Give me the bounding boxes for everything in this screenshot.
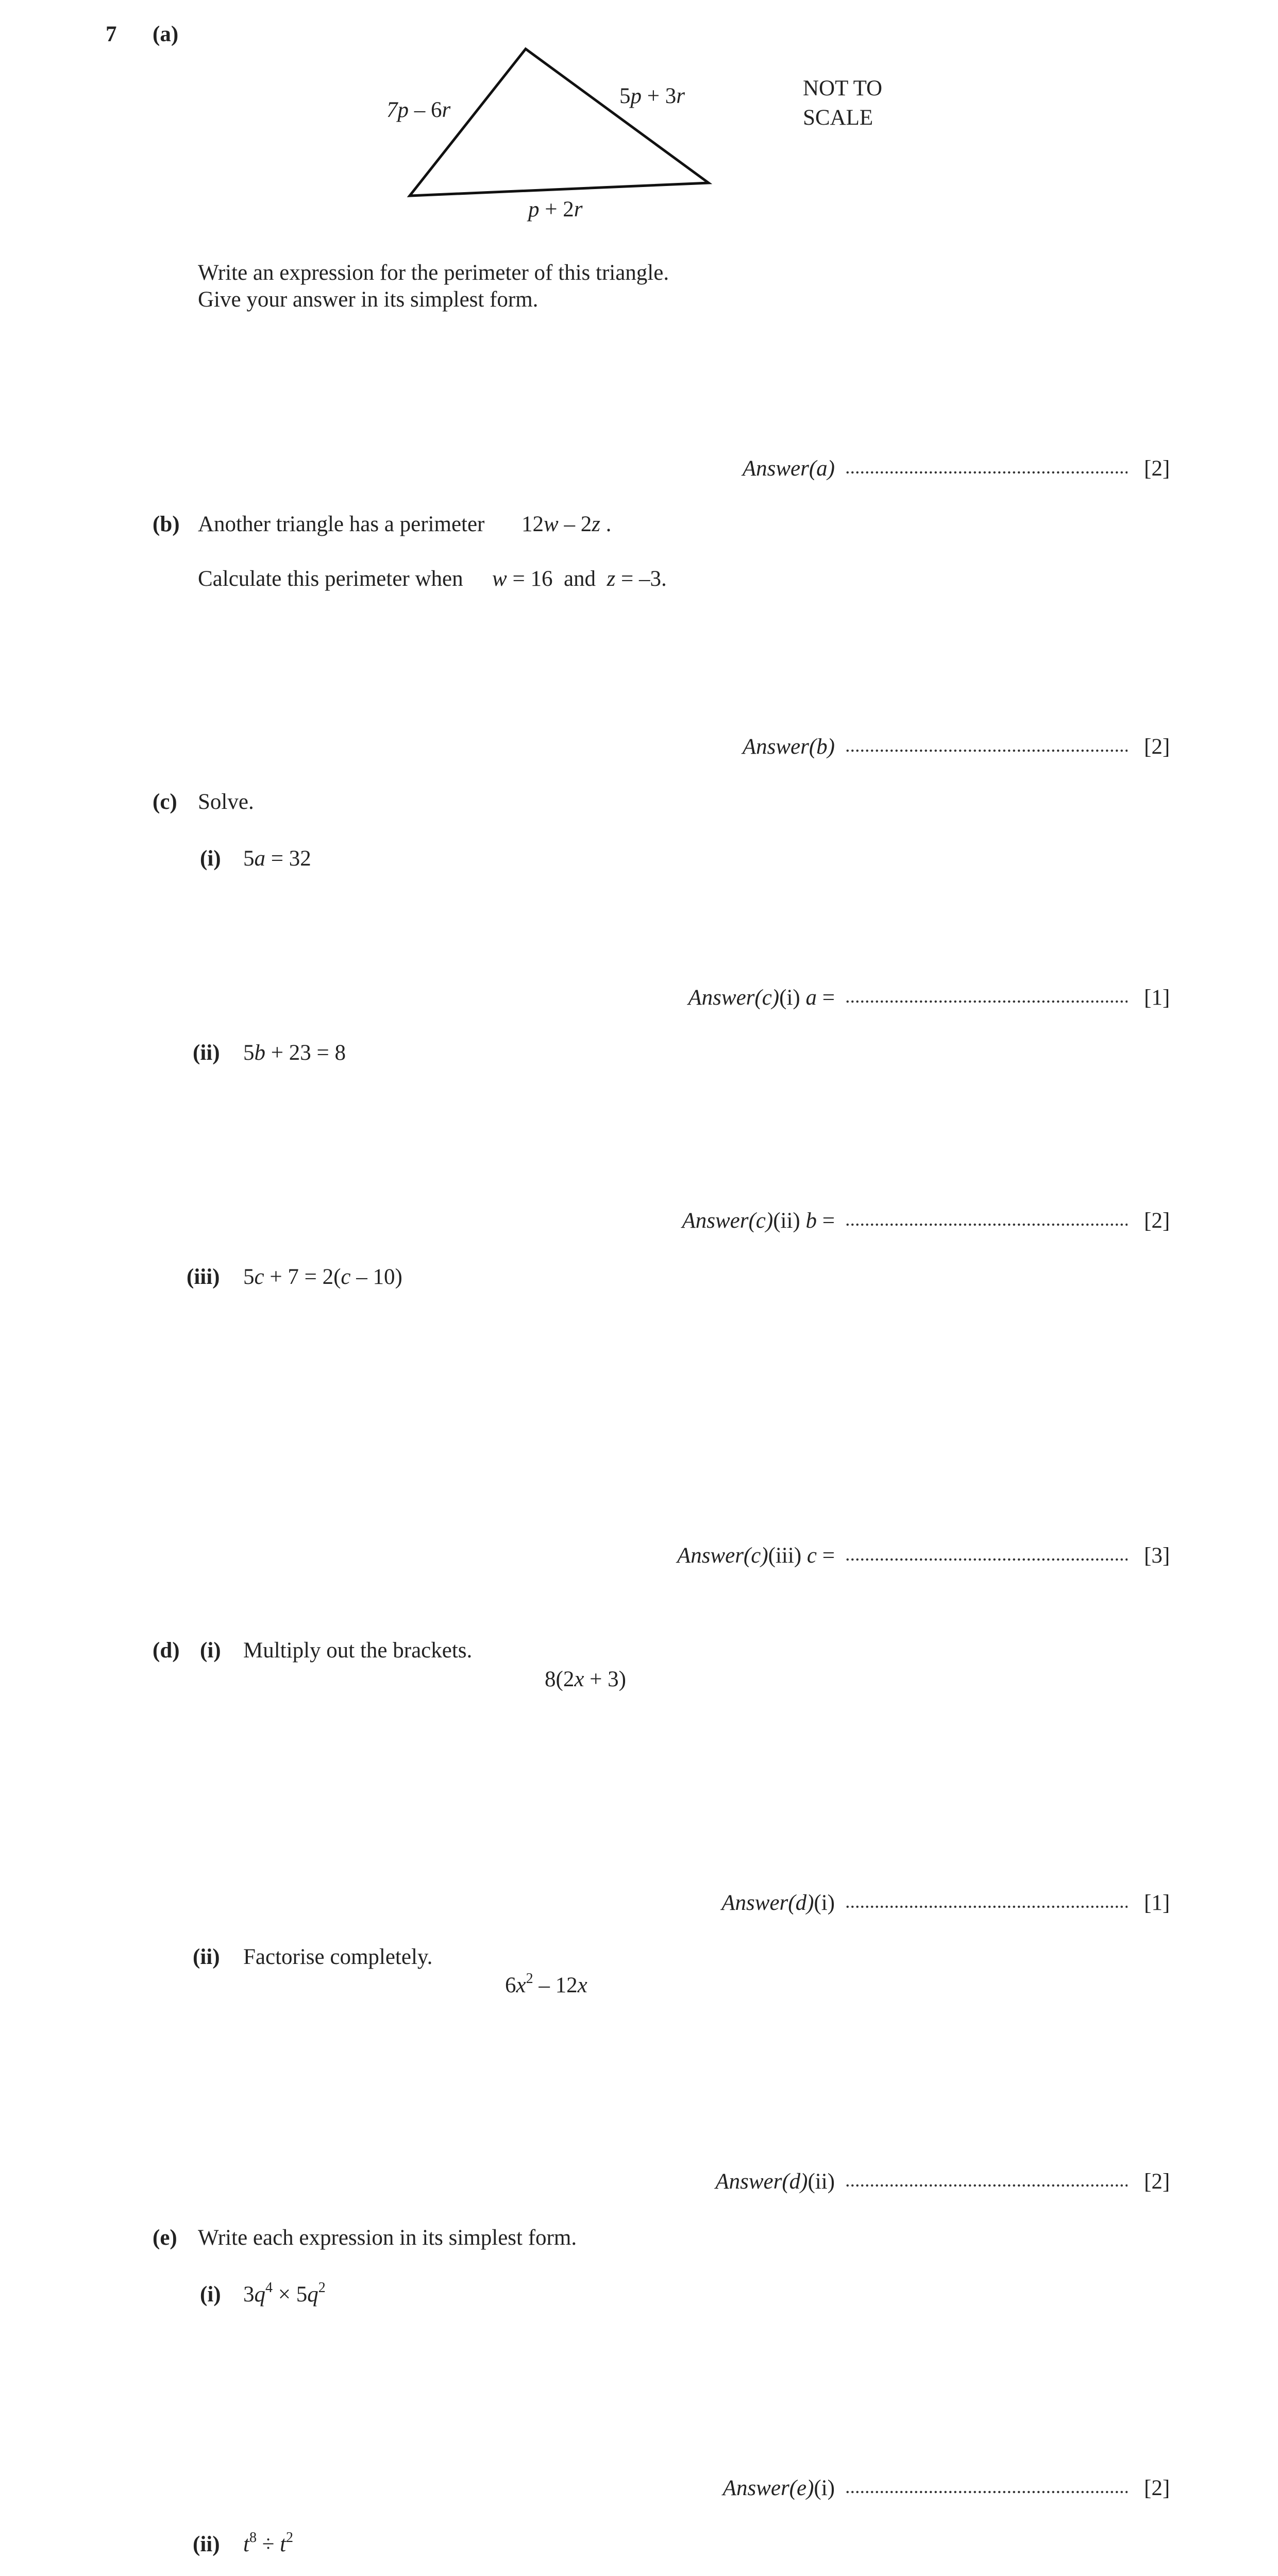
answer-b-line[interactable]	[845, 749, 1128, 752]
answer-c-iii-marks: [3]	[1144, 1544, 1170, 1568]
answer-b-marks: [2]	[1144, 735, 1170, 759]
answer-a-marks: [2]	[1144, 456, 1170, 481]
answer-c-iii-line[interactable]	[845, 1558, 1128, 1561]
not-to-scale-line1: NOT TO	[803, 76, 883, 100]
answer-d-i-line[interactable]	[845, 1905, 1128, 1908]
part-e-intro: Write each expression in its simplest form.	[198, 2226, 577, 2250]
triangle-side-left-label: 7p – 6r	[386, 98, 451, 122]
part-a-instruction-1: Write an expression for the perimeter of this triangle.	[198, 261, 669, 285]
part-e-ii-label: (ii)	[193, 2532, 220, 2556]
part-b-values: w = 16 and z = –3.	[492, 567, 667, 591]
part-d-ii-instruction: Factorise completely.	[243, 1945, 433, 1969]
part-c-i-label: (i)	[200, 846, 221, 871]
part-c-ii-equation: 5b + 23 = 8	[243, 1041, 346, 1065]
answer-c-i-marks: [1]	[1144, 986, 1170, 1010]
question-number: 7	[106, 22, 117, 46]
triangle-diagram	[402, 41, 721, 206]
part-a-label: (a)	[153, 22, 179, 46]
answer-d-i-label: Answer(d)(i)	[721, 1891, 835, 1915]
part-c-i-equation: 5a = 32	[243, 846, 311, 871]
part-e-ii-expression: $t^8 \div t^2$	[243, 2530, 294, 2556]
answer-d-i-marks: [1]	[1144, 1891, 1170, 1915]
part-c-label: (c)	[153, 790, 177, 814]
answer-c-ii-marks: [2]	[1144, 1209, 1170, 1233]
part-c-iii-equation: 5c + 7 = 2(c – 10)	[243, 1265, 402, 1289]
answer-a-line[interactable]	[845, 471, 1128, 474]
part-d-ii-expression: $6x^2 - 12x$	[505, 1971, 587, 1997]
part-e-label: (e)	[153, 2226, 177, 2250]
part-d-i-label: (i)	[200, 1638, 221, 1663]
triangle-shape	[410, 49, 709, 196]
part-c-iii-label: (iii)	[187, 1265, 220, 1289]
part-b-text-2: Calculate this perimeter when	[198, 567, 463, 591]
part-e-i-expression: $3q^4 \times 5q^2$	[243, 2280, 326, 2307]
part-d-ii-label: (ii)	[193, 1945, 220, 1969]
answer-c-i-line[interactable]	[845, 1000, 1128, 1003]
answer-c-ii-label: Answer(c)(ii) b =	[682, 1209, 835, 1233]
part-d-i-expression: 8(2x + 3)	[545, 1667, 626, 1691]
answer-c-i-label: Answer(c)(i) a =	[688, 986, 835, 1010]
part-c-ii-label: (ii)	[193, 1041, 220, 1065]
answer-e-i-label: Answer(e)(i)	[722, 2476, 835, 2500]
answer-d-ii-label: Answer(d)(ii)	[715, 2170, 835, 2194]
part-b-perimeter: 12w – 2z .	[522, 512, 612, 536]
part-e-i-label: (i)	[200, 2282, 221, 2307]
part-c-intro: Solve.	[198, 790, 254, 814]
answer-e-i-line[interactable]	[845, 2490, 1128, 2494]
part-d-i-instruction: Multiply out the brackets.	[243, 1638, 473, 1663]
part-d-label: (d)	[153, 1638, 180, 1663]
triangle-side-bottom-label: p + 2r	[528, 197, 583, 222]
part-b-label: (b)	[153, 512, 180, 536]
answer-b-label: Answer(b)	[742, 735, 835, 759]
answer-d-ii-marks: [2]	[1144, 2170, 1170, 2194]
part-b-text-1: Another triangle has a perimeter	[198, 512, 485, 536]
answer-c-iii-label: Answer(c)(iii) c =	[677, 1544, 835, 1568]
answer-d-ii-line[interactable]	[845, 2184, 1128, 2187]
not-to-scale-line2: SCALE	[803, 106, 873, 130]
triangle-side-right-label: 5p + 3r	[619, 84, 685, 108]
answer-c-ii-line[interactable]	[845, 1223, 1128, 1226]
answer-a-label: Answer(a)	[742, 456, 835, 481]
answer-e-i-marks: [2]	[1144, 2476, 1170, 2500]
part-a-instruction-2: Give your answer in its simplest form.	[198, 287, 539, 312]
